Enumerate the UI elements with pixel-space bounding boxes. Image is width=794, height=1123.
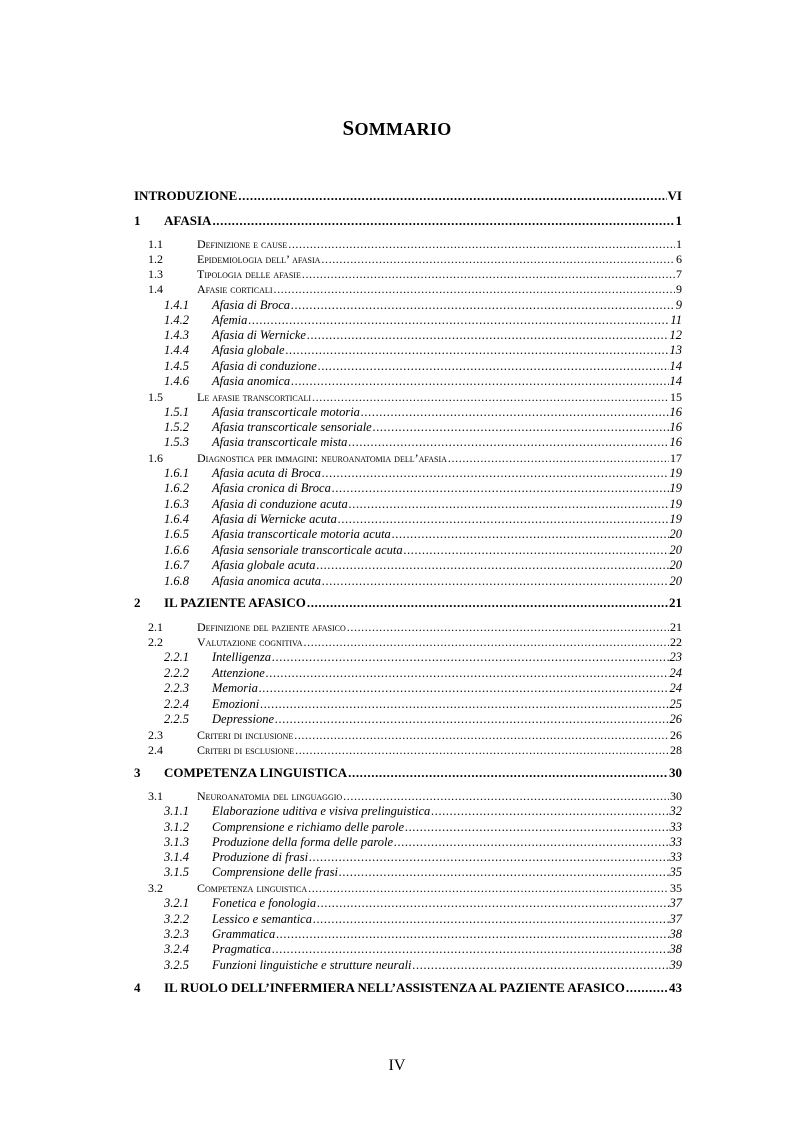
toc-entry-title: Afasia di conduzione: [212, 359, 317, 373]
toc-entry[interactable]: [134, 327, 682, 343]
toc-entry-page: 35: [669, 865, 682, 879]
toc-entry-number: 1.6.7: [164, 558, 189, 572]
dot-leader: [309, 849, 668, 865]
toc-entry-title: Le afasie transcorticali: [197, 390, 312, 404]
dot-leader: [307, 327, 669, 343]
toc-entry[interactable]: [134, 711, 682, 727]
dot-leader: [273, 281, 675, 297]
toc-entry-number: 2.3: [148, 728, 163, 742]
toc-entry[interactable]: [134, 434, 682, 450]
toc-entry-title: Afasia acuta di Broca: [212, 466, 321, 480]
toc-entry-page: 30: [669, 765, 682, 780]
toc-entry-title: Depressione: [212, 712, 275, 726]
toc-entry-title: Tipologia delle afasie: [197, 267, 301, 281]
toc-entry-title: Criteri di esclusione: [197, 743, 295, 757]
toc-entry-number: 3.1.1: [164, 804, 189, 818]
toc-entry[interactable]: [134, 819, 682, 835]
toc-entry-title: Afasia transcorticale motoria acuta: [212, 527, 391, 541]
toc-entry-page: 20: [669, 527, 682, 541]
toc-entry[interactable]: [134, 342, 682, 358]
dot-leader: [295, 742, 669, 758]
toc-entry-page: 6: [676, 252, 682, 266]
toc-entry-page: 20: [669, 574, 682, 588]
dot-leader: [294, 727, 669, 743]
dot-leader: [317, 895, 668, 911]
toc-entry-page: 24: [669, 666, 682, 680]
toc-entry-title: Produzione di frasi: [212, 850, 309, 864]
page-title-initial: S: [342, 116, 355, 140]
toc-entry-title: Pragmatica: [212, 942, 272, 956]
toc-entry[interactable]: [134, 742, 682, 758]
toc-entry-title: Afasia transcorticale mista: [212, 435, 348, 449]
toc-entry-number: 1.6.4: [164, 512, 189, 526]
toc-entry-title: Diagnostica per immagini: neuroanatomia dell’afasia: [197, 451, 447, 465]
toc-entry-number: 4: [134, 980, 141, 995]
toc-entry-number: 3.1.4: [164, 850, 189, 864]
dot-leader: [288, 236, 675, 252]
toc-entry-page: 28: [670, 743, 682, 757]
toc-entry-page: 16: [669, 420, 682, 434]
toc-entry[interactable]: [134, 911, 682, 927]
dot-leader: [291, 373, 668, 389]
toc-entry-page: 13: [669, 343, 682, 357]
toc-entry-number: 1.5.3: [164, 435, 189, 449]
toc-entry[interactable]: [134, 788, 682, 804]
toc-entry-title: Comprensione e richiamo delle parole: [212, 820, 405, 834]
dot-leader: [392, 526, 669, 542]
dot-leader: [272, 941, 668, 957]
dot-leader: [405, 819, 668, 835]
dot-leader: [339, 864, 669, 880]
toc-entry-number: 2.1: [148, 620, 163, 634]
toc-entry-page: 39: [669, 958, 682, 972]
toc-entry-title: Afasie corticali: [197, 282, 273, 296]
toc-entry-page: 38: [669, 942, 682, 956]
toc-entry-page: 33: [669, 850, 682, 864]
toc-entry-number: 1.4.2: [164, 313, 189, 327]
toc-entry-title: Emozioni: [212, 697, 260, 711]
toc-entry-page: 30: [670, 789, 682, 803]
toc-entry-page: 17: [670, 451, 682, 465]
toc-entry[interactable]: [134, 511, 682, 527]
toc-entry-page: 1: [676, 237, 682, 251]
toc-entry-page: 33: [669, 820, 682, 834]
toc-entry-page: 32: [669, 804, 682, 818]
toc-entry[interactable]: [134, 880, 682, 896]
dot-leader: [276, 926, 668, 942]
toc-entry-number: 2.2.4: [164, 697, 189, 711]
page-number: IV: [388, 1057, 406, 1074]
toc-entry[interactable]: [134, 526, 682, 542]
dot-leader: [275, 711, 668, 727]
toc-entry-number: 2.2.5: [164, 712, 189, 726]
toc-entry-number: 3.1.2: [164, 820, 189, 834]
toc-entry[interactable]: [134, 236, 682, 252]
toc-entry[interactable]: [134, 941, 682, 957]
toc-entry[interactable]: [134, 465, 682, 481]
toc-entry-page: 21: [669, 595, 682, 610]
dot-leader: [312, 389, 669, 405]
toc-entry[interactable]: [134, 680, 682, 696]
toc-entry-page: 25: [669, 697, 682, 711]
toc-entry-number: 3.1.3: [164, 835, 189, 849]
dot-leader: [343, 788, 669, 804]
toc-entry-number: 1.6.6: [164, 543, 189, 557]
toc-entry-number: 1.6.2: [164, 481, 189, 495]
toc-entry-title: Competenza linguistica: [197, 881, 308, 895]
toc-entry-title: Epidemiologia dell’ afasia: [197, 252, 321, 266]
toc-entry-page: 23: [669, 650, 682, 664]
toc-entry-page: 37: [669, 896, 682, 910]
toc-entry-title: IL RUOLO DELL’INFERMIERA NELL’ASSISTENZA AL PAZIENTE AFASICO: [164, 980, 625, 995]
toc-entry-page: 19: [669, 512, 682, 526]
toc-entry[interactable]: [134, 595, 682, 611]
toc-entry[interactable]: [134, 765, 682, 781]
toc-entry[interactable]: [134, 727, 682, 743]
dot-leader: [373, 419, 669, 435]
toc-entry-number: 2.2.3: [164, 681, 189, 695]
toc-entry-number: 2: [134, 595, 141, 610]
toc-entry-number: 1.4.1: [164, 298, 189, 312]
toc-entry[interactable]: [134, 251, 682, 267]
toc-entry[interactable]: [134, 404, 682, 420]
dot-leader: [291, 297, 675, 313]
toc-entry-title: Afasia di conduzione acuta: [212, 497, 348, 511]
toc-entry-title: Afasia globale acuta: [212, 558, 316, 572]
dot-leader: [626, 980, 668, 996]
toc-entry-page: 9: [676, 282, 682, 296]
toc-entry-number: 2.4: [148, 743, 163, 757]
dot-leader: [260, 696, 668, 712]
toc-entry-title: Grammatica: [212, 927, 276, 941]
toc-entry-page: 19: [669, 497, 682, 511]
toc-entry-page: 22: [670, 635, 682, 649]
toc-entry-page: 16: [669, 405, 682, 419]
dot-leader: [394, 834, 669, 850]
toc-entry[interactable]: [134, 213, 682, 229]
dot-leader: [322, 573, 668, 589]
toc-entry-page: 12: [669, 328, 682, 342]
toc-entry-title: Criteri di inclusione: [197, 728, 294, 742]
toc-entry[interactable]: [134, 557, 682, 573]
toc-entry-page: 20: [669, 558, 682, 572]
toc-entry-number: 1.5.2: [164, 420, 189, 434]
dot-leader: [348, 434, 668, 450]
toc-entry-page: 20: [669, 543, 682, 557]
toc-entry-number: 3.2.5: [164, 958, 189, 972]
toc-entry-title: COMPETENZA LINGUISTICA: [164, 765, 348, 780]
toc-entry[interactable]: [134, 619, 682, 635]
toc-entry-title: Afasia di Broca: [212, 298, 291, 312]
toc-entry-page: 7: [676, 267, 682, 281]
dot-leader: [448, 450, 669, 466]
dot-leader: [304, 634, 669, 650]
toc-entry-page: 33: [669, 835, 682, 849]
toc-entry-title: AFASIA: [164, 213, 212, 228]
dot-leader: [348, 765, 668, 781]
toc-entry-number: 1.6.8: [164, 574, 189, 588]
toc-entry[interactable]: [134, 926, 682, 942]
toc-entry[interactable]: [134, 542, 682, 558]
toc-entry-title: INTRODUZIONE: [134, 188, 238, 203]
toc-entry-number: 1.5.1: [164, 405, 189, 419]
toc-entry-number: 2.2.1: [164, 650, 189, 664]
toc-entry-title: Funzioni linguistiche e strutture neurali: [212, 958, 412, 972]
toc-entry-page: 35: [670, 881, 682, 895]
toc-entry[interactable]: [134, 665, 682, 681]
toc-entry-page: 37: [669, 912, 682, 926]
dot-leader: [313, 911, 669, 927]
toc-entry-title: Afasia sensoriale transcorticale acuta: [212, 543, 403, 557]
dot-leader: [332, 480, 669, 496]
toc-entry-number: 1.3: [148, 267, 163, 281]
toc-entry[interactable]: [134, 358, 682, 374]
toc-entry[interactable]: [134, 864, 682, 880]
toc-entry-page: 26: [670, 728, 682, 742]
toc-entry[interactable]: [134, 480, 682, 496]
dot-leader: [321, 251, 675, 267]
dot-leader: [338, 511, 669, 527]
toc-entry[interactable]: [134, 696, 682, 712]
toc-entry[interactable]: [134, 895, 682, 911]
dot-leader: [248, 312, 669, 328]
toc-entry[interactable]: [134, 266, 682, 282]
toc-entry-number: 1.2: [148, 252, 163, 266]
toc-entry-number: 1.6: [148, 451, 163, 465]
toc-entry-number: 1.4.4: [164, 343, 189, 357]
toc-entry-number: 1: [134, 213, 141, 228]
toc-entry-page: 19: [669, 481, 682, 495]
toc-entry-number: 3.2.4: [164, 942, 189, 956]
toc-entry[interactable]: [134, 419, 682, 435]
toc-entry-title: Produzione della forma delle parole: [212, 835, 393, 849]
toc-entry-page: 9: [675, 298, 682, 312]
toc-entry-title: Attenzione: [212, 666, 265, 680]
toc-entry-page: 11: [670, 313, 682, 327]
toc-entry[interactable]: [134, 281, 682, 297]
dot-leader: [413, 957, 669, 973]
dot-leader: [347, 619, 669, 635]
toc-entry-number: 1.4: [148, 282, 163, 296]
toc-entry-page: 15: [670, 390, 682, 404]
dot-leader: [302, 266, 675, 282]
toc-entry-number: 1.6.3: [164, 497, 189, 511]
dot-leader: [266, 665, 669, 681]
page-title-rest: OMMARIO: [354, 119, 452, 139]
toc-entry-title: Definizione del paziente afasico: [197, 620, 346, 634]
toc-entry-title: Afasia globale: [212, 343, 285, 357]
toc-entry-page: 26: [669, 712, 682, 726]
toc-entry-page: 19: [669, 466, 682, 480]
toc-entry-page: 14: [669, 359, 682, 373]
toc-entry[interactable]: [134, 634, 682, 650]
toc-entry-title: Afasia di Wernicke acuta: [212, 512, 337, 526]
toc-entry[interactable]: [134, 389, 682, 405]
toc-entry-title: Afemia: [212, 313, 248, 327]
toc-entry-page: 1: [675, 213, 682, 228]
dot-leader: [307, 595, 668, 611]
toc-entry-number: 3.2.3: [164, 927, 189, 941]
toc-entry-number: 3.2: [148, 881, 163, 895]
toc-entry-title: Memoria: [212, 681, 258, 695]
toc-entry-page: 16: [669, 435, 682, 449]
toc-entry[interactable]: [134, 373, 682, 389]
toc-entry-page: VI: [667, 188, 682, 203]
toc-entry[interactable]: [134, 957, 682, 973]
dot-leader: [361, 404, 669, 420]
toc-entry[interactable]: [134, 312, 682, 328]
toc-entry[interactable]: [134, 649, 682, 665]
dot-leader: [212, 213, 674, 229]
toc-entry-title: Definizione e cause: [197, 237, 288, 251]
toc-entry-title: Afasia cronica di Broca: [212, 481, 331, 495]
toc-entry[interactable]: [134, 803, 682, 819]
toc-entry-number: 1.4.6: [164, 374, 189, 388]
toc-entry-page: 21: [670, 620, 682, 634]
toc-entry-number: 2.2: [148, 635, 163, 649]
toc-entry-title: Afasia transcorticale motoria: [212, 405, 360, 419]
dot-leader: [272, 649, 668, 665]
toc-entry[interactable]: [134, 834, 682, 850]
toc-entry-number: 1.4.5: [164, 359, 189, 373]
dot-leader: [259, 680, 669, 696]
toc-entry-number: 1.5: [148, 390, 163, 404]
dot-leader: [404, 542, 669, 558]
toc-entry[interactable]: [134, 450, 682, 466]
toc-entry-title: Afasia anomica: [212, 374, 291, 388]
toc-entry-page: 14: [669, 374, 682, 388]
toc-entry[interactable]: [134, 573, 682, 589]
toc-entry-number: 1.1: [148, 237, 163, 251]
toc-entry-title: Fonetica e fonologia: [212, 896, 317, 910]
toc-entry-number: 3.2.1: [164, 896, 189, 910]
toc-entry-number: 1.6.5: [164, 527, 189, 541]
dot-leader: [308, 880, 669, 896]
toc-entry-number: 3.2.2: [164, 912, 189, 926]
toc-entry-number: 1.4.3: [164, 328, 189, 342]
dot-leader: [286, 342, 669, 358]
toc-entry[interactable]: [134, 496, 682, 512]
dot-leader: [316, 557, 668, 573]
toc-entry-number: 3.1: [148, 789, 163, 803]
toc-entry[interactable]: [134, 297, 682, 313]
toc-entry-title: Valutazione cognitiva: [197, 635, 303, 649]
toc-entry-page: 24: [669, 681, 682, 695]
toc-entry-title: Lessico e semantica: [212, 912, 312, 926]
dot-leader: [431, 803, 668, 819]
toc-entry-title: Comprensione delle frasi: [212, 865, 338, 879]
toc-entry-title: Afasia anomica acuta: [212, 574, 322, 588]
toc-entry-title: Afasia transcorticale sensoriale: [212, 420, 372, 434]
toc-entry-title: IL PAZIENTE AFASICO: [164, 595, 306, 610]
toc-entry-number: 3: [134, 765, 141, 780]
page-title: [0, 116, 794, 141]
toc-entry-number: 3.1.5: [164, 865, 189, 879]
toc-entry[interactable]: [134, 188, 682, 204]
dot-leader: [238, 188, 666, 204]
toc-entry-title: Afasia di Wernicke: [212, 328, 306, 342]
toc-entry[interactable]: [134, 980, 682, 996]
dot-leader: [322, 465, 669, 481]
toc-entry-title: Intelligenza: [212, 650, 272, 664]
toc-entry-number: 2.2.2: [164, 666, 189, 680]
dot-leader: [318, 358, 669, 374]
toc-entry-page: 43: [669, 980, 682, 995]
toc-entry-title: Elaborazione uditiva e visiva prelinguistica: [212, 804, 431, 818]
toc-entry-page: 38: [669, 927, 682, 941]
toc-entry[interactable]: [134, 849, 682, 865]
toc-entry-title: Neuroanatomia del linguaggio: [197, 789, 343, 803]
toc-entry-number: 1.6.1: [164, 466, 189, 480]
dot-leader: [349, 496, 669, 512]
